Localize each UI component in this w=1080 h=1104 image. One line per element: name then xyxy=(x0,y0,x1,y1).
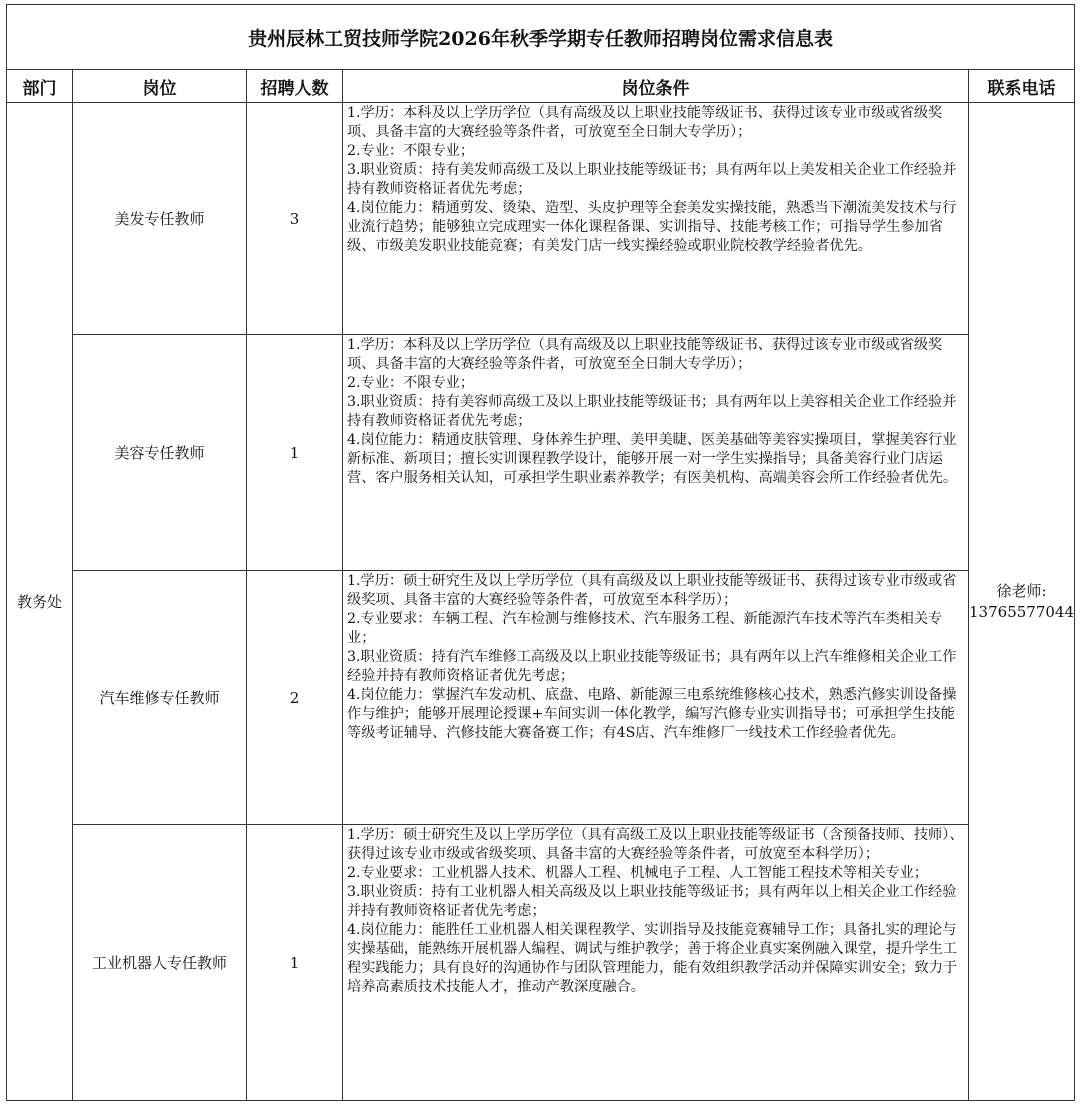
table-row xyxy=(7,571,1075,825)
contact-phone: 13765577044 xyxy=(969,602,1074,621)
conditions-cell xyxy=(343,571,969,825)
recruitment-table-container xyxy=(6,4,1074,1100)
position-cell: 美发专任教师 xyxy=(73,103,247,335)
table-row xyxy=(7,825,1075,1101)
header-count: 招聘人数 xyxy=(247,70,343,103)
condition-line: 1.学历：硕士研究生及以上学历学位（具有高级工及以上职业技能等级证书（含预备技师、技师）、获得过该专业市级或省级奖项、具备丰富的大赛经验等条件者，可放宽至本科学历）； xyxy=(347,827,964,862)
conditions-cell xyxy=(343,335,969,571)
conditions-cell xyxy=(343,825,969,1101)
condition-line: 1.学历：本科及以上学历学位（具有高级及以上职业技能等级证书、获得过该专业市级或省级奖项、具备丰富的大赛经验等条件者，可放宽至全日制大专学历）； xyxy=(347,337,943,372)
condition-line: 4.岗位能力：精通剪发、烫染、造型、头皮护理等全套美发实操技能，熟悉当下潮流美发技术与行业流行趋势；能够独立完成理实一体化课程备课、实训指导、技能考核工作；可指导学生参加省级、市级美发职业技能竞赛；有美发门店一线实操经验或职业院校教学经验者优先。 xyxy=(347,200,957,254)
header-conditions: 岗位条件 xyxy=(343,70,969,103)
conditions-cell xyxy=(343,103,969,335)
header-position: 岗位 xyxy=(73,70,247,103)
recruitment-table xyxy=(6,4,1075,1101)
count-cell: 3 xyxy=(247,103,343,335)
count-cell: 1 xyxy=(247,335,343,571)
department-cell: 教务处 xyxy=(7,103,73,1101)
header-phone: 联系电话 xyxy=(969,70,1075,103)
table-row xyxy=(7,103,1075,335)
contact-cell xyxy=(969,103,1075,1101)
position-cell: 工业机器人专任教师 xyxy=(73,825,247,1101)
condition-line: 3.职业资质：持有美发师高级工及以上职业技能等级证书；具有两年以上美发相关企业工作经验并持有教师资格证者优先考虑； xyxy=(347,162,957,197)
condition-line: 3.职业资质：持有汽车维修工高级及以上职业技能等级证书；具有两年以上汽车维修相关企业工作经验并持有教师资格证者优先考虑； xyxy=(347,649,957,684)
condition-line: 4.岗位能力：掌握汽车发动机、底盘、电路、新能源三电系统维修核心技术，熟悉汽修实训设备操作与维护；能够开展理论授课+车间实训一体化教学，编写汽修专业实训指导书；可承担学生技能等级考证辅导、汽修技能大赛备赛工作；有4S店、汽车维修厂一线技术工作经验者优先。 xyxy=(347,687,957,741)
condition-line: 2.专业：不限专业； xyxy=(347,143,475,159)
table-row xyxy=(7,335,1075,571)
condition-line: 1.学历：硕士研究生及以上学历学位（具有高级及以上职业技能等级证书、获得过该专业市级或省级奖项、具备丰富的大赛经验等条件者，可放宽至本科学历）； xyxy=(347,573,957,608)
condition-line: 3.职业资质：持有工业机器人相关高级及以上职业技能等级证书；具有两年以上相关企业工作经验并持有教师资格证者优先考虑； xyxy=(347,884,957,919)
position-cell: 美容专任教师 xyxy=(73,335,247,571)
position-cell: 汽车维修专任教师 xyxy=(73,571,247,825)
header-dept: 部门 xyxy=(7,70,73,103)
count-cell: 2 xyxy=(247,571,343,825)
condition-line: 2.专业：不限专业； xyxy=(347,375,475,391)
table-title: 贵州辰林工贸技师学院2026年秋季学期专任教师招聘岗位需求信息表 xyxy=(7,5,1075,70)
condition-line: 3.职业资质：持有美容师高级工及以上职业技能等级证书；具有两年以上美容相关企业工作经验并持有教师资格证者优先考虑； xyxy=(347,394,957,429)
condition-line: 2.专业要求：车辆工程、汽车检测与维修技术、汽车服务工程、新能源汽车技术等汽车类相关专业； xyxy=(347,611,943,646)
count-cell: 1 xyxy=(247,825,343,1101)
condition-line: 1.学历：本科及以上学历学位（具有高级及以上职业技能等级证书、获得过该专业市级或省级奖项、具备丰富的大赛经验等条件者，可放宽至全日制大专学历）； xyxy=(347,105,943,140)
condition-line: 4.岗位能力：能胜任工业机器人相关课程教学、实训指导及技能竞赛辅导工作；具备扎实的理论与实操基础，能熟练开展机器人编程、调试与维护教学；善于将企业真实案例融入课堂，提升学生工程实践能力；具有良好的沟通协作与团队管理能力，能有效组织教学活动并保障实训安全；致力于培养高素质技术技能人才，推动产教深度融合。 xyxy=(347,922,958,995)
contact-name: 徐老师: xyxy=(996,581,1047,600)
condition-line: 4.岗位能力：精通皮肤管理、身体养生护理、美甲美睫、医美基础等美容实操项目，掌握美容行业新标准、新项目；擅长实训课程教学设计，能够开展一对一学生实操指导；具备美容行业门店运营、客户服务相关认知，可承担学生职业素养教学；有医美机构、高端美容会所工作经验者优先。 xyxy=(347,432,958,486)
condition-line: 2.专业要求：工业机器人技术、机器人工程、机械电子工程、人工智能工程技术等相关专业； xyxy=(347,865,929,881)
